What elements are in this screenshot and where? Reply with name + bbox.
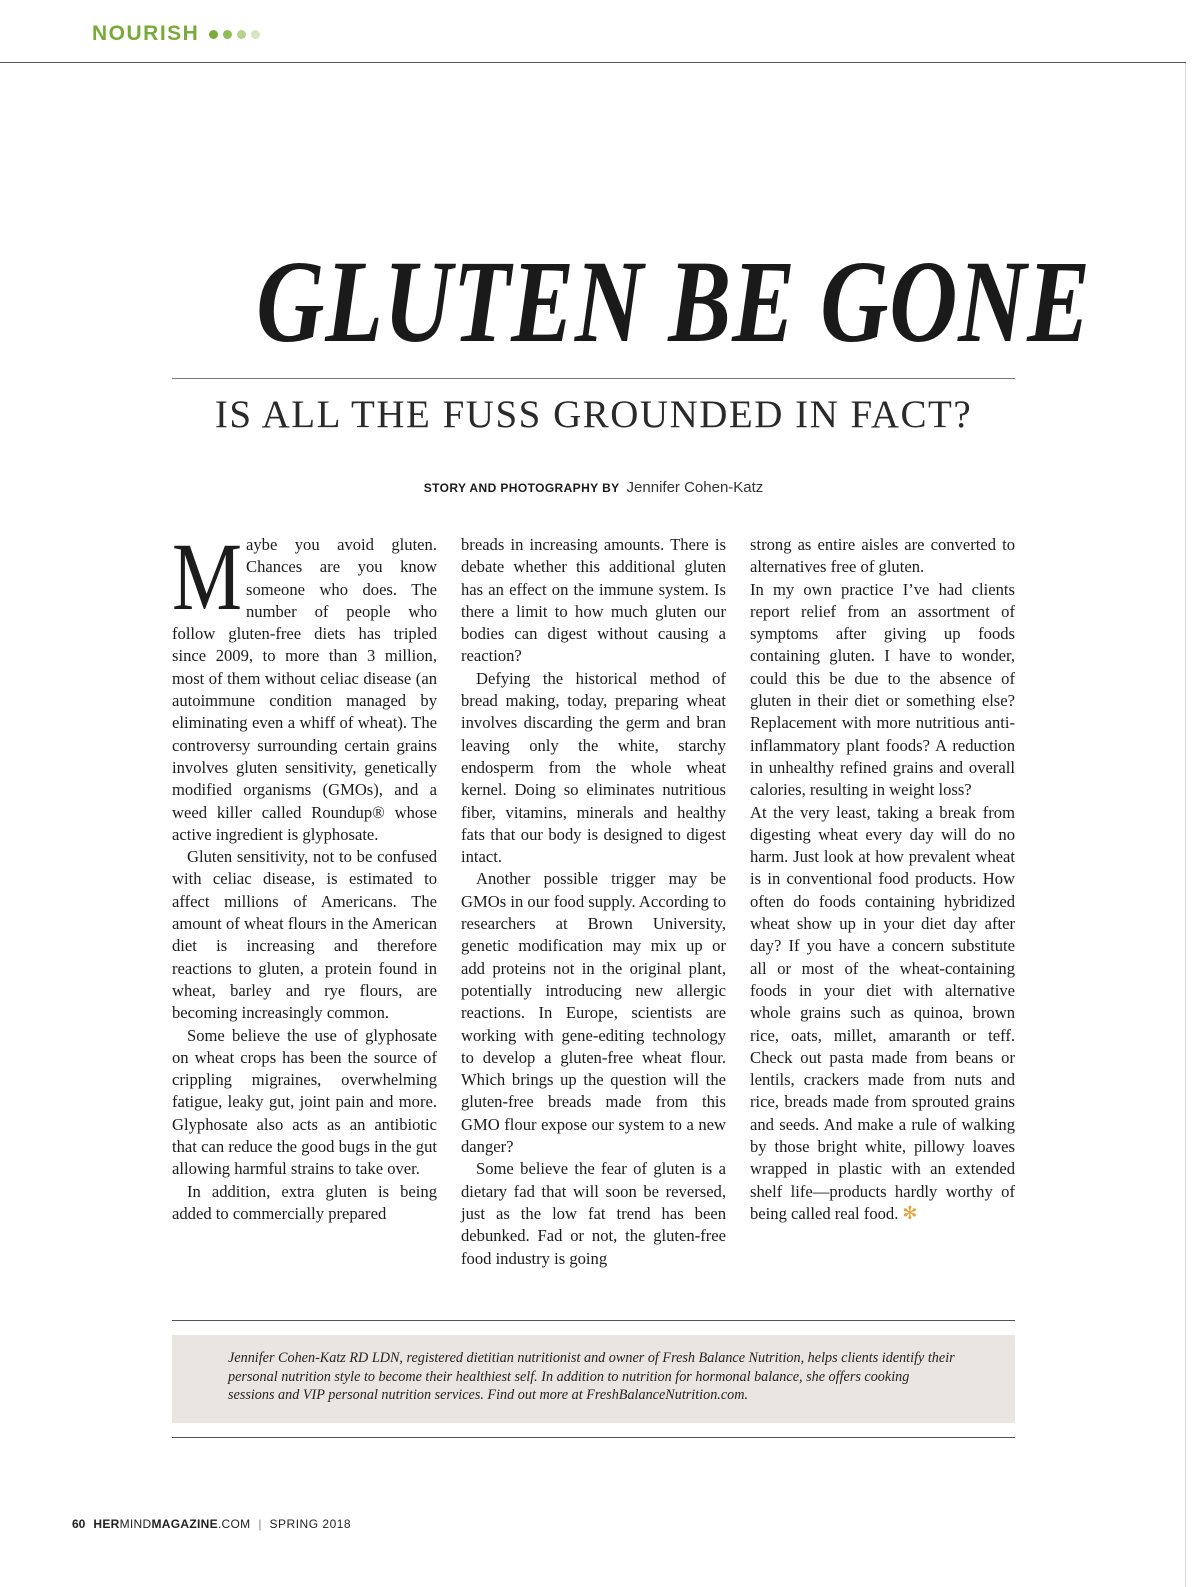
byline-prefix: STORY AND PHOTOGRAPHY BY	[423, 481, 620, 495]
issue-date: SPRING 2018	[269, 1517, 352, 1531]
section-name: NOURISH	[92, 22, 200, 45]
site-name-part: HER	[93, 1517, 120, 1531]
paragraph: strong as entire aisles are converted to alternatives free of gluten.	[750, 535, 1015, 577]
paragraph: In addition, extra gluten is being added to commercially prepared	[172, 1181, 437, 1223]
title-rule	[172, 378, 1015, 379]
article-title: GLUTEN BE GONE	[256, 236, 1091, 367]
dot-icon	[237, 30, 246, 39]
page-footer	[72, 1517, 351, 1531]
paragraph: Some believe the fear of gluten is a dietary fad that will soon be reversed, just as the low fat trend has been debunked. Fad or not, the gluten-free food industry is going	[461, 1159, 726, 1268]
article-subtitle: IS ALL THE FUSS GROUNDED IN FACT?	[214, 393, 973, 436]
bio-bottom-rule	[172, 1437, 1015, 1438]
dot-icon	[251, 30, 260, 39]
bio-top-rule	[172, 1320, 1015, 1321]
dot-icon	[209, 30, 218, 39]
author-bio: Jennifer Cohen-Katz RD LDN, registered dietitian nutritionist and owner of Fresh Balance Nutrition, helps clients identify their personal nutrition style to become their healthiest self. In addition to nutrition for hormonal balance, she offers cooking sessions and VIP personal nutrition services. Find out more at FreshBalanceNutrition.com.	[228, 1350, 955, 1403]
page-number: 60	[72, 1517, 86, 1531]
paragraph	[750, 802, 1015, 1226]
paragraph: Some believe the use of glyphosate on wheat crops has been the source of crippling migraines, overwhelming fatigue, leaky gut, joint pain and more. Glyphosate also acts as an antibiotic that can reduce the good bugs in the gut allowing harmful strains to take over.	[172, 1025, 437, 1179]
end-mark-icon: ✻	[902, 1202, 918, 1224]
column-1	[172, 523, 437, 1270]
header-rule	[0, 62, 1186, 63]
paragraph: Another possible trigger may be GMOs in our food supply. According to researchers at Brown University, genetic modification may mix up or add proteins not in the original plant, potentially introducing new allergic reactions. In Europe, scientists are working with gene-editing technology to develop a gluten-free wheat flour. Which brings up the question will the gluten-free breads made from this GMO flour expose our system to a new danger?	[461, 869, 726, 1157]
column-2	[461, 534, 726, 1270]
footer-separator: |	[258, 1517, 262, 1531]
paragraph: breads in increasing amounts. There is debate whether this additional gluten has an effect on the immune system. Is there a limit to how much gluten our bodies can digest without causing a reaction?	[461, 535, 726, 666]
byline-author: Jennifer Cohen-Katz	[626, 479, 764, 496]
site-name-part: MAGAZINE	[151, 1517, 218, 1531]
paragraph: Defying the historical method of bread making, today, preparing wheat involves discarding the germ and bran leaving only the white, starchy endosperm from the whole wheat kernel. Doing so eliminates nutritious fiber, vitamins, minerals and healthy fats that our body is designed to digest intact.	[461, 668, 726, 867]
site-name	[93, 1517, 250, 1531]
drop-cap: M	[172, 523, 242, 630]
paragraph	[172, 523, 437, 846]
section-dots	[209, 30, 260, 39]
site-name-part: .COM	[217, 1517, 251, 1531]
page-edge-rule	[1185, 62, 1186, 1587]
paragraph: Gluten sensitivity, not to be confused with celiac disease, is estimated to affect millions of Americans. The amount of wheat flours in the American diet is increasing and therefore reactions to gluten, a protein found in wheat, barley and rye flours, are becoming increasingly common.	[172, 847, 437, 1023]
byline	[172, 479, 1015, 497]
article-body	[172, 523, 1015, 1270]
paragraph-text: aybe you avoid gluten. Chances are you know someone who does. The number of people who follow gluten-free diets has tripled since 2009, to more than 3 million, most of them without celiac disease (an autoimmune condition managed by eliminating even a whiff of wheat). The controversy surrounding certain grains involves gluten sensitivity, genetically modified organisms (GMOs), and a weed killer called Roundup® whose active ingredient is glyphosate.	[172, 535, 437, 844]
site-name-part: MIND	[119, 1517, 152, 1531]
paragraph-text: At the very least, taking a break from digesting wheat every day will do no harm. Just look at how prevalent wheat is in conventional food products. How often do foods containing hybridized wheat show up in your diet day after day? If you have a concern substitute all or most of the wheat-containing foods in your diet with alternative whole grains such as quinoa, brown rice, oats, millet, amaranth or teff. Check out pasta made from beans or lentils, crackers made from nuts and rice, breads made from sprouted grains and seeds. And make a rule of walking by those bright white, pillowy loaves wrapped in plastic with an extended shelf life—products hardly worthy of being called real food.	[750, 802, 1015, 1223]
column-3	[750, 534, 1015, 1270]
paragraph: In my own practice I’ve had clients report relief from an assortment of symptoms after giving up foods containing gluten. I have to wonder, could this be due to the absence of gluten in their diet or something else? Replacement with more nutritious anti-inflammatory plant foods? A reduction in unhealthy refined grains and overall calories, resulting in weight loss?	[750, 579, 1015, 800]
author-bio-box	[172, 1335, 1015, 1423]
dot-icon	[223, 30, 232, 39]
section-label	[92, 22, 260, 46]
